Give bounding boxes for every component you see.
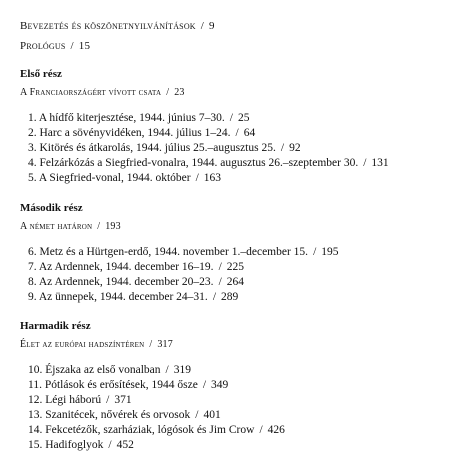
chapter-number: 11. <box>28 379 42 391</box>
toc-chapter-15[interactable] <box>28 440 134 452</box>
separator: / <box>200 20 205 32</box>
toc-chapter-7[interactable] <box>28 262 244 274</box>
separator: / <box>166 87 170 98</box>
part-heading: Második rész <box>20 202 83 214</box>
separator: / <box>229 112 233 124</box>
page-number: 131 <box>371 157 389 169</box>
separator: / <box>313 246 317 258</box>
separator: / <box>165 364 169 376</box>
part-subtitle-entry[interactable] <box>20 222 121 232</box>
chapter-number: 4. <box>28 157 37 169</box>
separator: / <box>149 339 153 350</box>
separator: / <box>195 409 199 421</box>
page-number: 92 <box>289 142 301 154</box>
page-number: 371 <box>114 394 132 406</box>
chapter-title: A hídfő kiterjesztése, 1944. június 7–30. <box>38 112 225 124</box>
chapter-number: 3. <box>28 142 37 154</box>
chapter-number: 1. <box>28 112 37 124</box>
chapter-title: Harc a sövényvidéken, 1944. július 1–24. <box>39 127 231 139</box>
toc-chapter-14[interactable] <box>28 425 285 437</box>
chapter-title: Az Ardennek, 1944. december 20–23. <box>38 276 214 288</box>
separator: / <box>195 172 199 184</box>
page-number: 319 <box>173 364 191 376</box>
chapter-number: 8. <box>28 276 37 288</box>
separator: / <box>108 439 112 451</box>
separator: / <box>259 424 263 436</box>
page-number: 426 <box>267 424 285 436</box>
part-heading: Harmadik rész <box>20 320 91 332</box>
page-number: 64 <box>243 127 256 139</box>
page-number: 349 <box>211 379 229 391</box>
page-number: 25 <box>237 112 250 124</box>
chapter-title: Szanitécek, nővérek és orvosok <box>45 409 191 421</box>
page-number: 163 <box>203 172 222 184</box>
toc-chapter-1[interactable] <box>28 113 249 125</box>
chapter-number: 5. <box>28 172 37 184</box>
chapter-title: Pótlások és erősítések, 1944 ősze <box>44 379 198 391</box>
chapter-number: 9. <box>28 291 37 303</box>
part-subtitle: A Franciaországért vívott csata <box>20 87 162 98</box>
chapter-title: Éjszaka az első vonalban <box>45 364 161 376</box>
chapter-number: 14. <box>28 424 43 436</box>
page-number: 195 <box>321 246 339 258</box>
page-number: 401 <box>203 409 221 421</box>
page-number: 452 <box>116 439 134 451</box>
chapter-title: Metz és a Hürtgen-erdő, 1944. november 1.–december 15. <box>39 246 309 258</box>
separator: / <box>218 261 222 273</box>
page-number: 317 <box>157 339 173 350</box>
chapter-title: Fekcetézők, szarháziak, lógósok és Jim Crow <box>45 424 255 436</box>
toc-chapter-10[interactable] <box>28 365 191 377</box>
part-subtitle: Élet az európai hadszíntéren <box>20 339 145 350</box>
chapter-number: 6. <box>28 246 37 258</box>
entry-title: Bevezetés és köszönetnyilvánítások <box>20 20 196 32</box>
page-number: 264 <box>226 276 245 288</box>
page-number: 15 <box>78 40 91 52</box>
toc-chapter-4[interactable] <box>28 158 389 170</box>
separator: / <box>280 142 285 154</box>
chapter-title: A Siegfried-vonal, 1944. október <box>38 172 191 184</box>
toc-chapter-8[interactable] <box>28 277 244 289</box>
separator: / <box>97 221 101 232</box>
chapter-title: Légi háború <box>45 394 102 406</box>
part-subtitle-entry[interactable] <box>20 88 185 98</box>
toc-entry-prologue[interactable] <box>20 41 90 52</box>
chapter-title: Az ünnepek, 1944. december 24–31. <box>38 291 208 303</box>
page-number: 193 <box>105 221 121 232</box>
chapter-number: 13. <box>28 409 43 421</box>
separator: / <box>70 40 74 52</box>
page-number: 23 <box>174 87 185 98</box>
page-number: 9 <box>209 20 215 32</box>
chapter-number: 12. <box>28 394 43 406</box>
chapter-title: Hadifoglyok <box>45 439 104 451</box>
chapter-number: 15. <box>28 439 43 451</box>
separator: / <box>218 276 222 288</box>
chapter-number: 10. <box>28 364 43 376</box>
page-number: 289 <box>221 291 239 303</box>
chapter-number: 7. <box>28 261 37 273</box>
toc-chapter-11[interactable] <box>28 380 228 392</box>
separator: / <box>212 291 217 303</box>
part-subtitle: A német határon <box>20 221 93 232</box>
chapter-number: 2. <box>28 127 37 139</box>
toc-chapter-3[interactable] <box>28 143 301 155</box>
toc-chapter-5[interactable] <box>28 173 221 185</box>
chapter-title: Az Ardennek, 1944. december 16–19. <box>38 261 214 273</box>
separator: / <box>106 394 110 406</box>
toc-chapter-12[interactable] <box>28 395 132 407</box>
part-heading: Első rész <box>20 68 62 80</box>
separator: / <box>235 127 239 139</box>
separator: / <box>363 157 367 169</box>
part-subtitle-entry[interactable] <box>20 340 173 350</box>
toc-entry-introduction[interactable] <box>20 21 215 32</box>
toc-chapter-2[interactable] <box>28 128 255 140</box>
toc-chapter-9[interactable] <box>28 292 238 304</box>
chapter-title: Kitörés és átkarolás, 1944. július 25.–augusztus 25. <box>39 142 276 154</box>
toc-chapter-6[interactable] <box>28 247 339 259</box>
entry-title: Prológus <box>20 40 66 52</box>
page-number: 225 <box>226 261 245 273</box>
chapter-title: Felzárkózás a Siegfried-vonalra, 1944. augusztus 26.–szeptember 30. <box>39 157 359 169</box>
toc-chapter-13[interactable] <box>28 410 221 422</box>
separator: / <box>202 379 207 391</box>
